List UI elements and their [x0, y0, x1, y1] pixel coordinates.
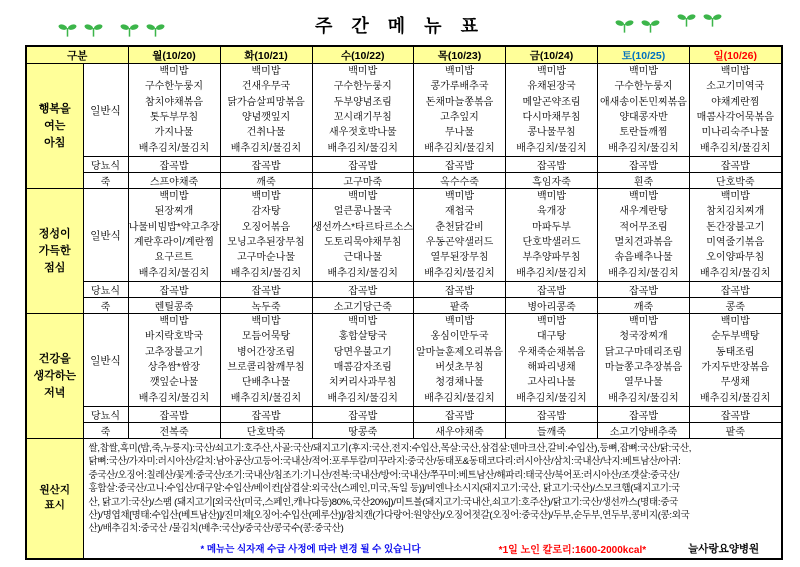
porridge-cell: 새우야채죽: [414, 423, 506, 439]
menu-cell: [312, 189, 414, 282]
menu-cell: [128, 189, 220, 282]
menu-item: 깻잎순나물: [149, 377, 199, 389]
menu-item: 두부양념조림: [333, 96, 392, 108]
diabetic-cell: 잡곡밥: [598, 282, 690, 298]
section-label-line: 생각하는: [33, 369, 76, 382]
menu-item: 톳두부무침: [149, 112, 199, 123]
menu-item: 토란들깨찜: [619, 127, 668, 139]
menu-item: 적어무조림: [619, 221, 668, 233]
menu-item: 배추김치/물김치: [608, 142, 679, 154]
diabetic-cell: 잡곡밥: [690, 282, 782, 298]
menu-item: 계란후라이/계란찜: [133, 237, 215, 248]
menu-item: 마늘쫑고추장볶음: [604, 362, 683, 373]
menu-item: 도토리묵야채무침: [324, 237, 402, 248]
menu-item: 배추김치/물김치: [700, 267, 771, 279]
menu-item: 순두부백탕: [711, 331, 760, 343]
section-diabetic-row: [26, 157, 782, 173]
menu-item: 배추김치/물김치: [327, 142, 398, 154]
menu-item: 백미밥: [251, 66, 281, 78]
menu-item: 배추김치/물김치: [700, 142, 771, 154]
menu-item: 부추양파무침: [522, 252, 581, 264]
menu-cell: [414, 64, 506, 157]
menu-item: 백미밥: [159, 316, 189, 328]
menu-table-body: [26, 46, 782, 559]
sprout-icon: [641, 18, 660, 33]
section-label-line: 정성이: [38, 227, 71, 240]
diabetic-cell: 잡곡밥: [312, 157, 414, 173]
menu-item: 구수한누룽지: [614, 81, 673, 93]
menu-item: 해파리냉채: [527, 362, 576, 373]
diabetic-cell: 잡곡밥: [414, 282, 506, 298]
menu-item: 청경채나물: [435, 377, 484, 389]
menu-item: 닭고구마데리조림: [604, 346, 683, 358]
menu-item: 돈간장불고기: [706, 221, 765, 233]
menu-item: 배추김치/물김치: [608, 392, 679, 404]
menu-item: 꼬시래기무침: [333, 112, 392, 123]
menu-item: 대구탕: [537, 331, 566, 343]
menu-cell: [506, 314, 598, 407]
menu-item: 우채죽순채볶음: [517, 346, 586, 358]
section-label: [26, 314, 83, 439]
menu-item: 된장찌개: [154, 206, 194, 218]
menu-item: 미역줄기볶음: [706, 237, 765, 248]
menu-cell: [506, 64, 598, 157]
diabetic-cell: 잡곡밥: [598, 407, 690, 423]
menu-item: 모닝고추된장무침: [227, 237, 305, 248]
day-header-cell: 월(10/20): [128, 46, 220, 64]
porridge-cell: 흰죽: [598, 173, 690, 189]
porridge-cell: 깨죽: [220, 173, 312, 189]
porridge-cell: 땅콩죽: [312, 423, 414, 439]
menu-cell: [220, 314, 312, 407]
menu-item: 배추김치/물김치: [424, 267, 495, 279]
menu-item: 배추김치/물김치: [700, 392, 771, 404]
menu-item: 백미밥: [251, 316, 281, 328]
day-header-cell: 금(10/24): [506, 46, 598, 64]
meal-type-label-porridge: 죽: [83, 423, 128, 439]
section-label-line: 행복을: [38, 102, 71, 115]
menu-item: 다시마채무침: [522, 112, 581, 123]
porridge-cell: 스프야채죽: [128, 173, 220, 189]
menu-item: 닭가슴살피망볶음: [227, 96, 305, 108]
menu-item: 무나물: [445, 127, 474, 139]
menu-item: 모듬어묵탕: [241, 331, 291, 343]
table-header-row: [26, 46, 782, 64]
menu-item: 배추김치/물김치: [424, 392, 495, 404]
porridge-cell: 단호박죽: [220, 423, 312, 439]
diabetic-cell: 잡곡밥: [128, 282, 220, 298]
menu-item: 매콤감자조림: [333, 362, 392, 373]
menu-item: 춘천닭갈비: [435, 221, 484, 233]
menu-item: 얼큰콩나물국: [333, 206, 392, 218]
diabetic-cell: 잡곡밥: [414, 407, 506, 423]
menu-item: 새우계란탕: [619, 206, 668, 218]
diabetic-cell: 잡곡밥: [598, 157, 690, 173]
section-label: [26, 189, 83, 314]
menu-item: 구수한누룽지: [333, 81, 392, 93]
porridge-cell: 팥죽: [414, 298, 506, 314]
menu-cell: [690, 314, 782, 407]
section-regular-row: [26, 64, 782, 157]
menu-item: 브로콜리참깨무침: [227, 362, 305, 373]
menu-item: 메알곤약조림: [522, 96, 581, 108]
origin-footer: [89, 541, 777, 556]
meal-type-label-diabetic: 당뇨식: [83, 282, 128, 298]
menu-item: 배추김치/물김치: [138, 142, 210, 154]
menu-item: 고구마순나물: [237, 252, 295, 264]
section-label-line: 점심: [44, 261, 66, 274]
day-header-cell: 수(10/22): [312, 46, 414, 64]
section-label-line: 건강을: [38, 352, 71, 365]
title-bar: [0, 0, 800, 44]
origin-line: 중국산/오징어:칠레산/꽃게:중국산/조기:국내산/침조기:기니산/전복:국내산/방어:국내산/쭈꾸미:베트남산/해파리:태국산/북어포:러시아산/조갯살:중국산/: [88, 469, 680, 481]
origin-line: 산)/배추김치:중국산 /물김치(배추:국산)/중국산/콩국수(콩:중국산): [88, 523, 344, 535]
menu-item: 배추김치/물김치: [230, 392, 302, 404]
menu-item: 육개장: [537, 206, 566, 218]
sprout-icon: [703, 12, 722, 27]
menu-item: 요구르트: [154, 252, 194, 264]
menu-cell: [414, 314, 506, 407]
section-porridge-row: [26, 423, 782, 439]
menu-item: 백미밥: [251, 191, 281, 203]
menu-cell: [220, 64, 312, 157]
section-label-line: 저녁: [44, 386, 66, 399]
diabetic-cell: 잡곡밥: [128, 407, 220, 423]
menu-item: 배추김치/물김치: [230, 142, 302, 154]
menu-item: 옹심이만두국: [430, 331, 489, 343]
menu-item: 단배추나물: [241, 377, 291, 389]
menu-item: 고사리나물: [527, 377, 576, 389]
origin-line: 산, 닭고기:국산)/스팸 (돼지고기[외국산(미국,스페인,캐나다등)80%,국산20%])/미트볼(돼지고기:국내산,쇠고기:호주산)/닭고기:국산/생선까스(명태:중국: [88, 496, 678, 508]
menu-item: 매콤사각어묵볶음: [696, 112, 774, 123]
menu-cell: [128, 314, 220, 407]
meal-type-label-diabetic: 당뇨식: [83, 157, 128, 173]
porridge-cell: 고구마죽: [312, 173, 414, 189]
porridge-cell: 들깨죽: [506, 423, 598, 439]
menu-cell: [690, 189, 782, 282]
menu-item: 홍합살탕국: [338, 331, 387, 343]
menu-item: 백미밥: [537, 316, 566, 328]
menu-change-note: * 메뉴는 식자재 수급 사정에 따라 변경 될 수 있습니다: [200, 544, 421, 556]
menu-cell: [598, 189, 690, 282]
menu-item: 콩나물무침: [527, 127, 576, 139]
menu-item: 백미밥: [348, 66, 378, 78]
menu-item: 참치야채볶음: [145, 96, 203, 108]
menu-cell: [128, 64, 220, 157]
origin-line: 닭뼈:국산/가자미:러시아산/갈치:남아공산/고등어:국내산/적어:포루투칼/미꾸라지:중국산/동태포&동태코다리:러시아산/삼치:국내산/낙지:베트남산/아귀:: [88, 456, 681, 468]
day-header-cell: 일(10/26): [690, 46, 782, 64]
menu-item: 우동곤약샐러드: [425, 237, 494, 248]
menu-item: 배추김치/물김치: [516, 392, 587, 404]
menu-item: 양대콩자반: [619, 112, 668, 123]
sprout-icon: [677, 12, 696, 27]
section-porridge-row: [26, 298, 782, 314]
menu-item: 버섯초무침: [435, 362, 484, 373]
menu-item: 콩가루배추국: [430, 81, 489, 93]
menu-item: 생선까스*타르타르소스: [312, 221, 413, 233]
diabetic-cell: 잡곡밥: [128, 157, 220, 173]
menu-item: 백미밥: [445, 66, 474, 78]
section-label-line: 아침: [44, 136, 66, 149]
menu-item: 근대나물: [343, 252, 383, 264]
menu-item: 백미밥: [720, 316, 750, 328]
diabetic-cell: 잡곡밥: [220, 282, 312, 298]
meal-type-label-porridge: 죽: [83, 173, 128, 189]
menu-cell: [506, 189, 598, 282]
diabetic-cell: 잡곡밥: [312, 407, 414, 423]
section-diabetic-row: [26, 282, 782, 298]
menu-item: 백미밥: [348, 316, 378, 328]
origin-label-line: 표시: [44, 499, 65, 512]
day-header-cell: 목(10/23): [414, 46, 506, 64]
menu-item: 배추김치/물김치: [327, 267, 398, 279]
section-regular-row: [26, 314, 782, 407]
section-porridge-row: [26, 173, 782, 189]
menu-cell: [220, 189, 312, 282]
origin-text-cell: [83, 439, 782, 559]
menu-item: 오이양파무침: [706, 252, 765, 264]
menu-item: 새우젓호박나물: [328, 127, 397, 139]
menu-item: 가지나물: [154, 127, 194, 139]
diabetic-cell: 잡곡밥: [506, 407, 598, 423]
calorie-note: *1일 노인 칼로리:1600-2000kcal*: [498, 544, 647, 556]
porridge-cell: 소고기당근죽: [312, 298, 414, 314]
menu-item: 열무된장무침: [430, 252, 489, 264]
meal-type-label-diabetic: 당뇨식: [83, 407, 128, 423]
menu-item: 마파두부: [532, 221, 571, 233]
menu-item: 배추김치/물김치: [138, 392, 210, 404]
menu-item: 열무나물: [624, 377, 663, 389]
origin-row: [26, 439, 782, 559]
porridge-cell: 녹두죽: [220, 298, 312, 314]
porridge-cell: 전복죽: [128, 423, 220, 439]
menu-cell: [690, 64, 782, 157]
gubun-header-cell: 구분: [26, 46, 128, 64]
menu-item: 바지락호박국: [145, 331, 203, 343]
menu-item: 백미밥: [720, 191, 750, 203]
menu-item: 백미밥: [348, 191, 378, 203]
menu-item: 당면우불고기: [333, 346, 392, 358]
sprout-icon: [615, 18, 634, 33]
menu-item: 알마늘훈제오리볶음: [416, 346, 503, 358]
diabetic-cell: 잡곡밥: [690, 407, 782, 423]
menu-item: 동태조림: [715, 346, 755, 358]
hospital-name: 늘사랑요양병원: [688, 542, 760, 555]
menu-item: 배추김치/물김치: [516, 142, 587, 154]
menu-item: 참치김치찌개: [706, 206, 765, 218]
diabetic-cell: 잡곡밥: [220, 157, 312, 173]
porridge-cell: 팥죽: [690, 423, 782, 439]
menu-item: 배추김치/물김치: [230, 267, 302, 279]
menu-item: 나물비빔밥*약고추장: [128, 221, 220, 233]
menu-item: 재첩국: [445, 206, 474, 218]
porridge-cell: 흑임자죽: [506, 173, 598, 189]
menu-item: 백미밥: [629, 66, 658, 78]
porridge-cell: 깨죽: [598, 298, 690, 314]
menu-item: 백미밥: [720, 66, 750, 78]
menu-cell: [312, 64, 414, 157]
diabetic-cell: 잡곡밥: [690, 157, 782, 173]
menu-item: 백미밥: [159, 191, 189, 203]
menu-item: 백미밥: [159, 66, 189, 78]
menu-cell: [312, 314, 414, 407]
menu-cell: [414, 189, 506, 282]
menu-item: 감자탕: [251, 206, 281, 218]
diabetic-cell: 잡곡밥: [414, 157, 506, 173]
menu-item: 백미밥: [629, 191, 658, 203]
menu-table: [25, 45, 783, 560]
page-title: 주 간 메 뉴 표: [315, 16, 485, 36]
menu-item: 백미밥: [537, 191, 566, 203]
section-regular-row: [26, 189, 782, 282]
diabetic-cell: 잡곡밥: [312, 282, 414, 298]
meal-type-label-regular: 일반식: [83, 64, 128, 157]
meal-type-label-porridge: 죽: [83, 298, 128, 314]
diabetic-cell: 잡곡밥: [506, 282, 598, 298]
menu-item: 건취나물: [246, 127, 286, 139]
menu-item: 배추김치/물김치: [608, 267, 679, 279]
menu-item: 고추잎지: [440, 112, 479, 123]
menu-item: 백미밥: [629, 316, 658, 328]
diabetic-cell: 잡곡밥: [506, 157, 598, 173]
menu-item: 무생채: [720, 377, 750, 389]
origin-line: 산)/명엽채[명태:수입산(베트남산)]/진미채[오징어:수입산(페루산)]/참치캔(가다랑어:원양산)/오징어젓갈(오징어:중국산)/두부,순두부,연두부,콩비지(콩:외국: [88, 510, 690, 522]
section-label-line: 가득한: [38, 244, 71, 257]
section-label: [26, 64, 83, 189]
porridge-cell: 옥수수죽: [414, 173, 506, 189]
menu-item: 병어간장조림: [237, 346, 295, 358]
menu-item: 배추김치/물김치: [424, 142, 495, 154]
menu-item: 오징어볶음: [241, 221, 291, 233]
menu-cell: [598, 64, 690, 157]
menu-item: 솎음배추나물: [614, 252, 673, 264]
porridge-cell: 소고기양배추죽: [598, 423, 690, 439]
menu-item: 백미밥: [445, 191, 474, 203]
meal-type-label-regular: 일반식: [83, 314, 128, 407]
menu-item: 양념깻잎지: [241, 112, 291, 123]
menu-item: 치커리사과무침: [328, 377, 397, 389]
menu-item: 건새우무국: [241, 81, 291, 93]
menu-item: 배추김치/물김치: [327, 392, 398, 404]
section-diabetic-row: [26, 407, 782, 423]
origin-label-line: 원산지: [39, 484, 70, 497]
section-label-line: 여는: [44, 119, 66, 132]
menu-item: 고추장불고기: [145, 346, 203, 358]
menu-item: 소고기미역국: [706, 81, 765, 93]
porridge-cell: 렌틸콩죽: [128, 298, 220, 314]
menu-item: 미나리숙주나물: [701, 127, 770, 139]
origin-line: 홍합살:중국산/고니:수입산/대구알:수입산/베이컨[삼겹살:외국산(스페인,미국,독일 등)]/비엔나소시지(돼지고기:국산, 닭고기:국산)/스모크햄(돼지고기:국: [88, 483, 680, 495]
porridge-cell: 단호박죽: [690, 173, 782, 189]
menu-item: 구수한누룽지: [145, 81, 203, 93]
menu-item: 야채계란찜: [711, 96, 760, 108]
menu-item: 단호박샐러드: [522, 237, 581, 248]
meal-type-label-regular: 일반식: [83, 189, 128, 282]
menu-item: 백미밥: [445, 316, 474, 328]
day-header-cell: 화(10/21): [220, 46, 312, 64]
day-header-cell: 토(10/25): [598, 46, 690, 64]
menu-item: 애새송이돈민찌볶음: [600, 96, 687, 108]
origin-label: [26, 439, 83, 559]
menu-item: 멸치견과볶음: [614, 237, 673, 248]
menu-item: 상추쌈*쌈장: [147, 362, 201, 373]
diabetic-cell: 잡곡밥: [220, 407, 312, 423]
menu-item: 유채된장국: [527, 81, 576, 93]
menu-item: 청국장찌개: [619, 331, 668, 343]
sprout-group-right: [615, 12, 722, 27]
origin-line: 쌀,찹쌀,흑미(밥,죽,누룽지):국산/쇠고기:호주산,사골:국산/돼지고기(후지:국산,전지:수입산,목살:국산,삼겹살:덴마크산,갈비:수입산),등뼈,잡뼈:국산/닭:국산,: [88, 443, 692, 454]
porridge-cell: 병아리콩죽: [506, 298, 598, 314]
menu-item: 백미밥: [537, 66, 566, 78]
porridge-cell: 콩죽: [690, 298, 782, 314]
menu-item: 배추김치/물김치: [516, 267, 587, 279]
menu-item: 돈채마늘쫑볶음: [425, 96, 494, 108]
menu-cell: [598, 314, 690, 407]
menu-item: 가지두반장볶음: [701, 362, 770, 373]
menu-item: 배추김치/물김치: [138, 267, 210, 279]
